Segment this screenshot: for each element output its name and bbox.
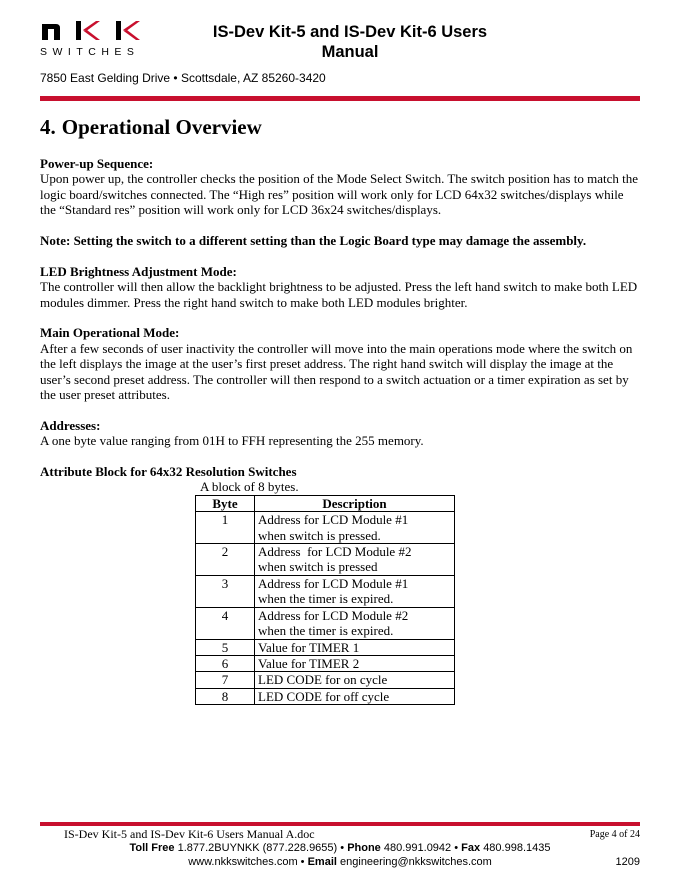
addresses-heading: Addresses: [40,417,101,433]
byte-cell: 7 [196,672,255,688]
warning-note: Note: Setting the switch to a different setting than the Logic Board type may damage the assembly. [40,233,587,249]
footer-web-line: www.nkkswitches.com • Email engineering@nkkswitches.com [188,856,492,868]
table-row [196,512,455,544]
attribute-block-heading: Attribute Block for 64x32 Resolution Switches [40,464,297,480]
table-row [196,672,455,688]
table-row [196,544,455,576]
phone-label: Phone [347,842,381,854]
description-cell: Value for TIMER 1 [255,639,455,655]
byte-cell: 1 [196,512,255,544]
section-heading [40,114,640,140]
table-row [196,655,455,671]
byte-cell: 5 [196,639,255,655]
footer-divider [40,822,640,826]
description-cell: LED CODE for off cycle [255,688,455,704]
fax-number: 480.998.1435 [483,842,551,854]
table-row [196,575,455,607]
description-cell: Address for LCD Module #1 when the timer is expired. [255,575,455,607]
revision-code: 1209 [615,856,640,868]
company-address: 7850 East Gelding Drive • Scottsdale, AZ 85260-3420 [40,71,326,85]
led-brightness-text: The controller will then allow the backlight brightness to be adjusted. Press the left hand switch to make both LED modules dimmer. Press the right hand switch to make both LED modules brighter. [40,279,638,310]
table-header-row [196,495,455,511]
footer-document-name: IS-Dev Kit-5 and IS-Dev Kit-6 Users Manual A.doc [64,827,315,841]
email-link[interactable]: engineering@nkkswitches.com [340,856,492,868]
page-content [40,114,640,705]
description-cell: Value for TIMER 2 [255,655,455,671]
table-row [196,688,455,704]
toll-free-label: Toll Free [129,842,175,854]
section-title: Operational Overview [61,115,262,139]
addresses-text: A one byte value ranging from 01H to FFH representing the 255 memory. [40,433,424,449]
column-header-byte: Byte [196,495,255,511]
byte-cell: 2 [196,544,255,576]
column-header-description: Description [255,495,455,511]
power-up-heading: Power-up Sequence: [40,156,154,171]
byte-cell: 6 [196,655,255,671]
nkk-logo [40,18,156,58]
page-number: Page 4 of 24 [589,829,640,840]
byte-cell: 8 [196,688,255,704]
description-cell: Address for LCD Module #1 when switch is pressed. [255,512,455,544]
section-number: 4. [40,115,56,139]
fax-label: Fax [461,842,481,854]
footer-contact-line: Toll Free 1.877.2BUYNKK (877.228.9655) • Phone 480.991.0942 • Fax 480.998.1435 [129,842,551,854]
attribute-table [195,495,455,705]
description-cell: Address for LCD Module #2 when the timer is expired. [255,607,455,639]
byte-cell: 4 [196,607,255,639]
description-cell: Address for LCD Module #2 when switch is pressed [255,544,455,576]
table-row [196,639,455,655]
table-row [196,607,455,639]
header-divider [40,96,640,101]
logo-wordmark: SWITCHES [40,46,140,58]
main-mode-text: After a few seconds of user inactivity the controller will move into the main operations mode where the switch on the left displays the image at the user’s first preset address. The right hand switch will display the image at the user’s second preset address. The controller will then respond to a switch actuation or a timer expiration as set by the user preset attributes. [40,340,633,403]
document-title: IS-Dev Kit-5 and IS-Dev Kit-6 Users Manual [212,23,488,61]
led-brightness-heading: LED Brightness Adjustment Mode: [40,263,237,279]
main-mode-heading: Main Operational Mode: [40,325,180,341]
phone-number: 480.991.0942 [383,842,452,854]
toll-free-number: 1.877.2BUYNKK (877.228.9655) [177,842,338,854]
attribute-block-caption: A block of 8 bytes. [200,479,299,495]
power-up-text: Upon power up, the controller checks the position of the Mode Select Switch. The switch position has to match the logic board/switches connected. The “High res” position will work only for LCD 64x32 switches/displays while the “Standard res” position will work only for LCD 36x24 switches/displays. [40,171,638,218]
website-link[interactable]: www.nkkswitches.com [188,856,298,868]
description-cell: LED CODE for on cycle [255,672,455,688]
byte-cell: 3 [196,575,255,607]
email-label: Email [307,856,337,868]
